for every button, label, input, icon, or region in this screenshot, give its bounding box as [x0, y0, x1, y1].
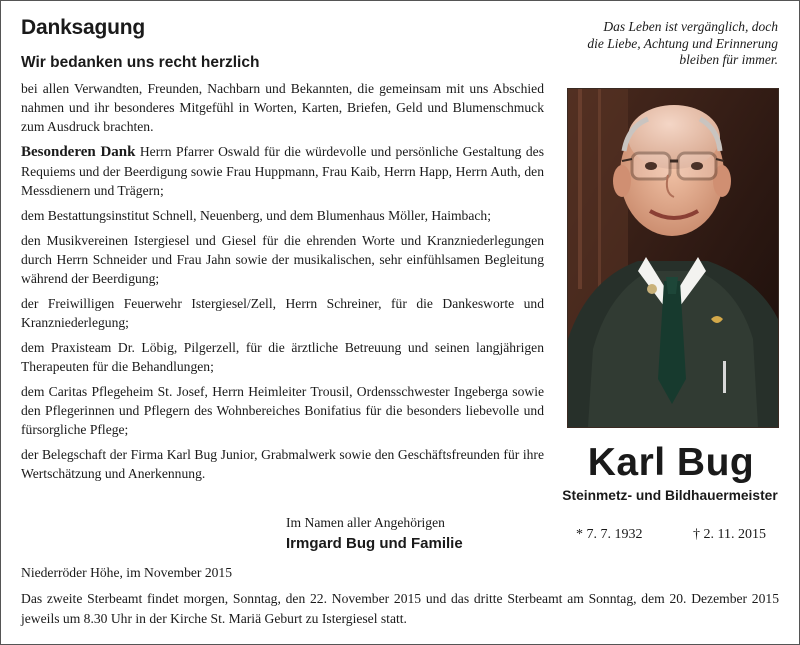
- portrait-illustration: [568, 89, 778, 427]
- heading: Danksagung: [21, 16, 146, 39]
- service-announcement: Das zweite Sterbeamt findet morgen, Sonntag, den 22. November 2015 und das dritte Sterbeamt am Sonntag, dem 20. Dezember 2015 jeweils um 8.30 Uhr in der Kirche St. Mariä Geburt zu Istergiesel statt.: [21, 591, 779, 626]
- subheading: Wir bedanken uns recht herzlich: [21, 54, 260, 71]
- thanks-item: den Musikvereinen Istergiesel und Giesel für die ehrenden Worte und Kranzniederlegungen durch Herrn Schneider und Frau Jahn sowie der musikalischen, sehr einfühlsamen Begleitung während der Beerdigung;: [21, 233, 544, 286]
- special-thanks-text: Herrn Pfarrer Oswald für die würdevolle und persönliche Gestaltung des Requiems und der Beerdigung sowie Frau Huppmann, Frau Kaib, Herrn Happ, Herrn Auth, den Messdienern und Trägern;: [21, 144, 544, 198]
- deceased-name: Karl Bug: [587, 441, 755, 484]
- deceased-title: Steinmetz- und Bildhauermeister: [562, 488, 778, 503]
- special-thanks-lead: Besonderen Dank: [21, 144, 136, 160]
- signature-names: Irmgard Bug und Familie: [286, 535, 463, 552]
- signature-intro: Im Namen aller Angehörigen: [286, 515, 445, 530]
- birth-date: * 7. 7. 1932: [576, 527, 643, 542]
- intro-paragraph: bei allen Verwandten, Freunden, Nachbarn und Bekannten, die gemeinsam mit uns Abschied nahmen und ihr besonderes Mitgefühl in Worten, Karten, Briefen, Geld und Blumenschmuck zum Ausdruck brachten.: [21, 81, 544, 134]
- thanks-column: [21, 16, 544, 483]
- special-thanks-paragraph: [21, 142, 544, 200]
- thanks-item: dem Caritas Pflegeheim St. Josef, Herrn Heimleiter Trousil, Ordensschwester Ingeberga sowie den Pflegerinnen und Pflegern des Wohnbereiches Bonifatius für die besonders liebevolle und fürsorgliche Pflege;: [21, 384, 544, 437]
- memorial-quote: [520, 19, 778, 69]
- quote-line: bleiben für immer.: [679, 52, 778, 67]
- death-date: † 2. 11. 2015: [693, 527, 766, 542]
- thanks-item: dem Bestattungsinstitut Schnell, Neuenberg, und dem Blumenhaus Möller, Haimbach;: [21, 208, 491, 223]
- quote-line: die Liebe, Achtung und Erinnerung: [587, 35, 778, 51]
- portrait-photo: [567, 88, 779, 428]
- signature-block: [286, 515, 486, 552]
- place-date: Niederröder Höhe, im November 2015: [21, 565, 233, 580]
- thanks-item: der Freiwilligen Feuerwehr Istergiesel/Zell, Herrn Schreiner, für die Dankesworte und Kranzniederlegung;: [21, 296, 544, 330]
- thanks-item: dem Praxisteam Dr. Löbig, Pilgerzell, für die ärztliche Betreuung und seinen langjährigen Therapeuten für die Behandlungen;: [21, 340, 544, 374]
- quote-line: Das Leben ist vergänglich, doch: [603, 19, 778, 34]
- thanks-item: der Belegschaft der Firma Karl Bug Junior, Grabmalwerk sowie den Geschäftsfreunden für ihre Wertschätzung und Anerkennung.: [21, 447, 544, 481]
